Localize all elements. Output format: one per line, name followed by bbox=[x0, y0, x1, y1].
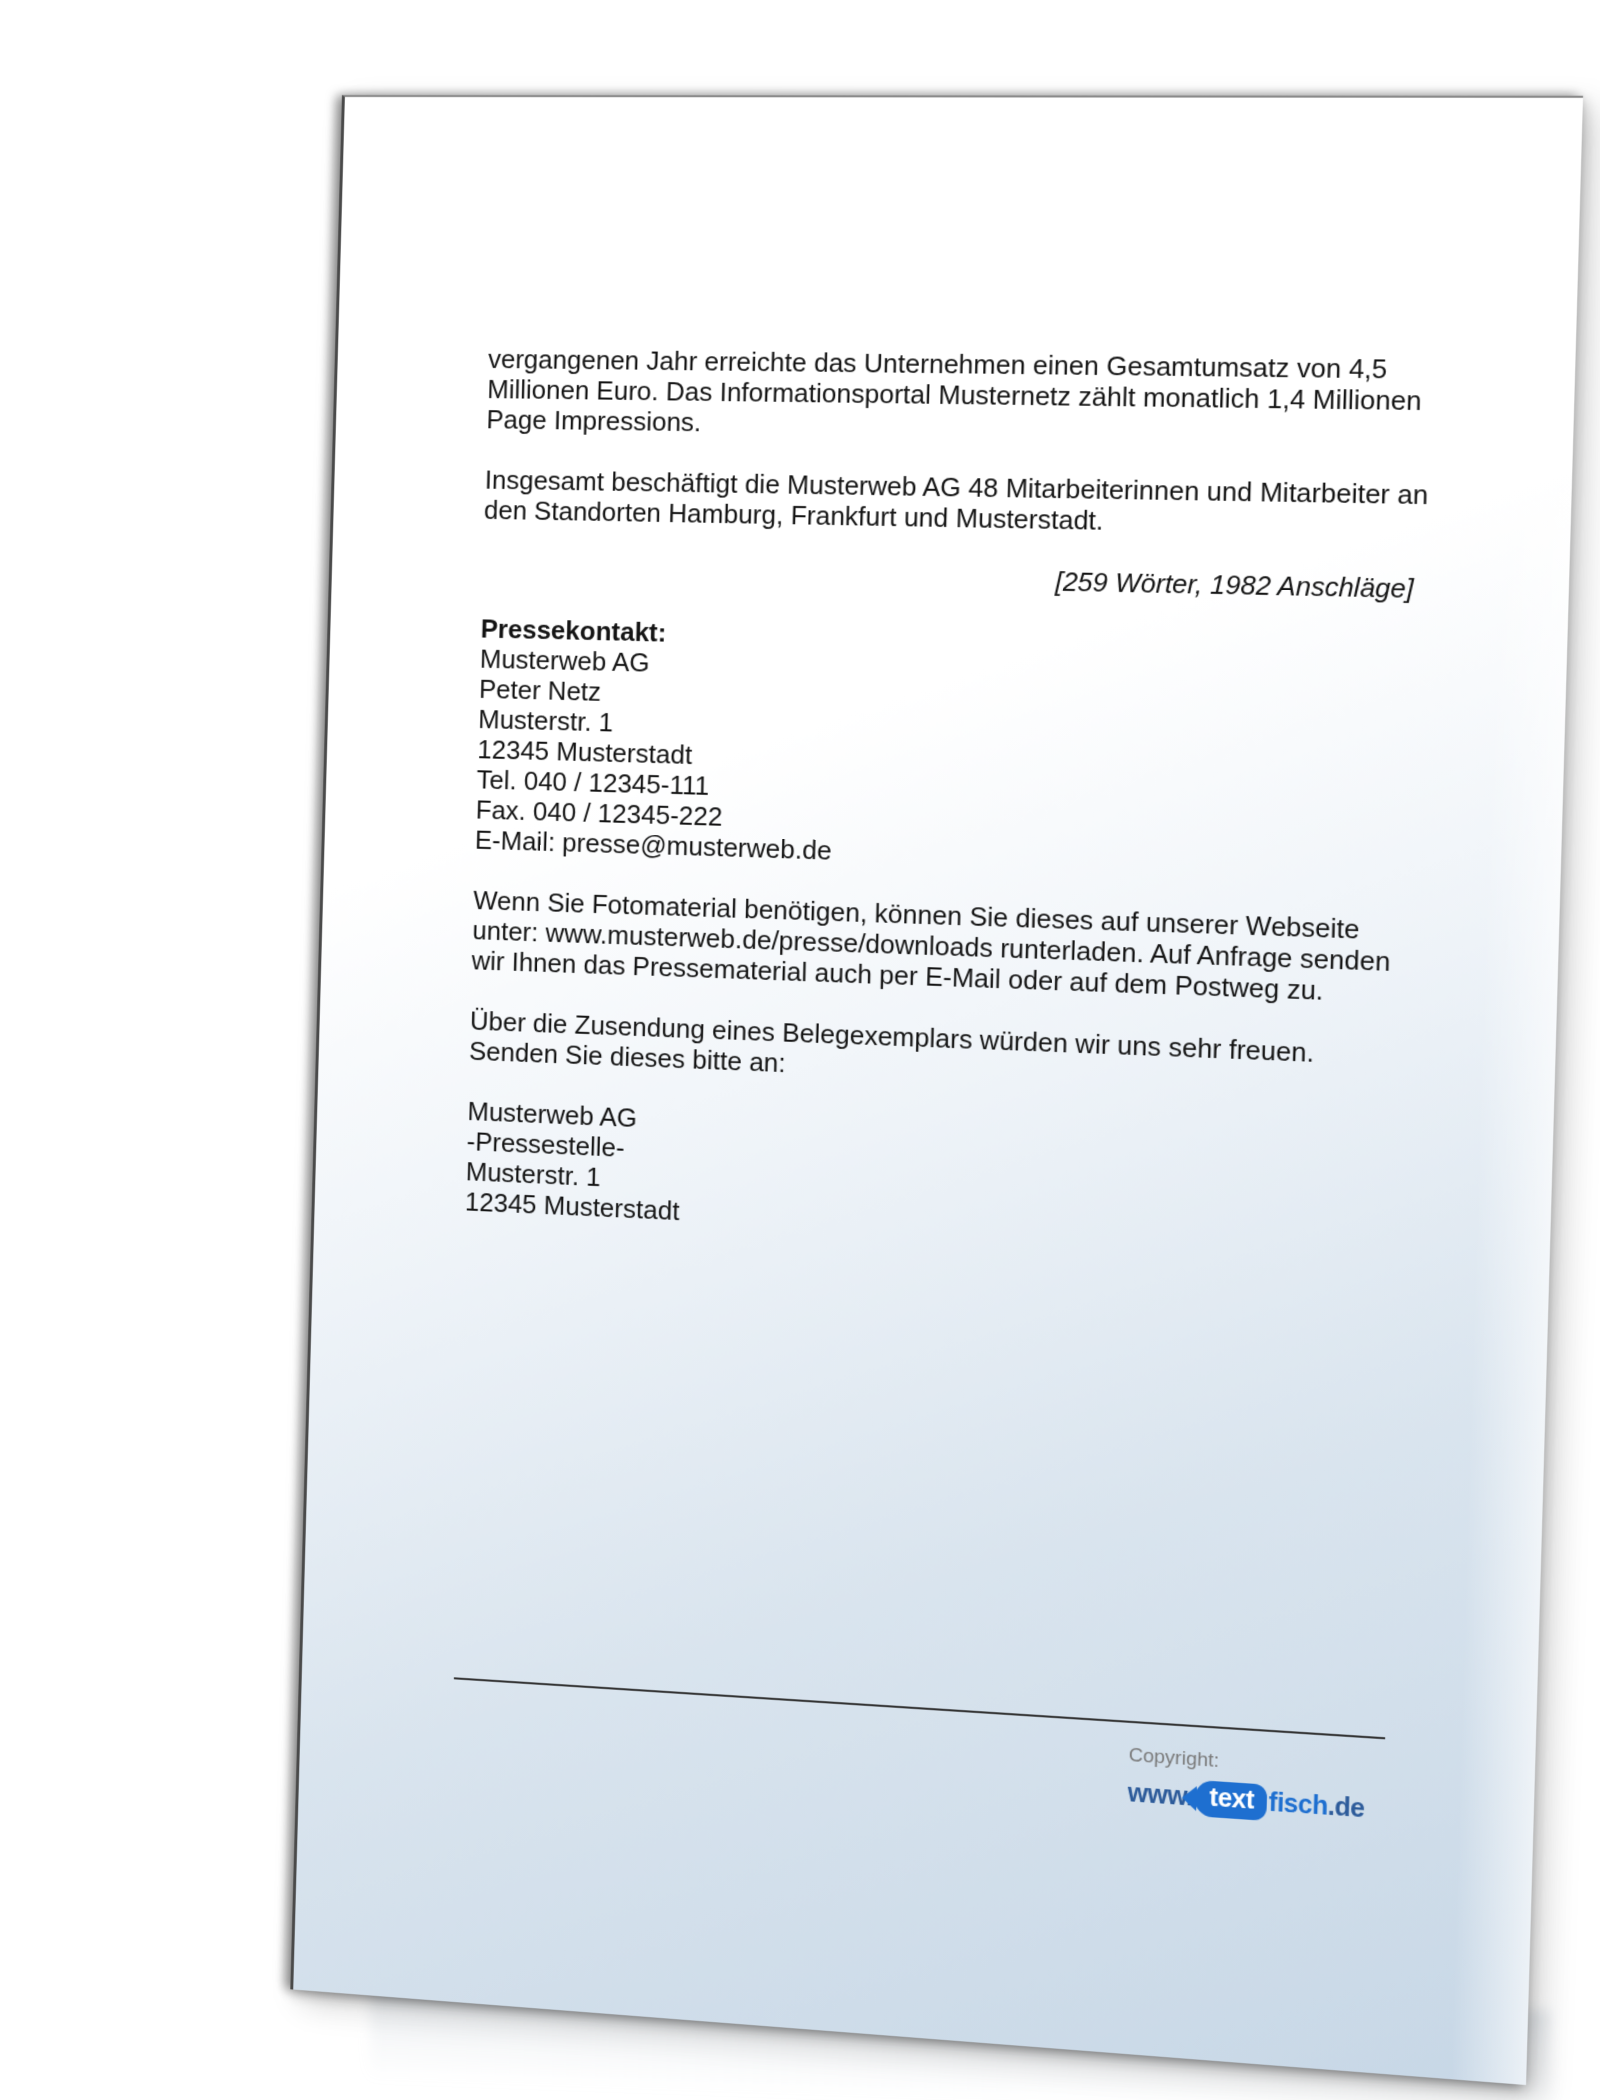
footer-divider bbox=[454, 1677, 1385, 1739]
contact-line: Fax. 040 / 12345-222 bbox=[475, 794, 723, 832]
logo-www: www. bbox=[1127, 1778, 1194, 1812]
paragraph-photos: Wenn Sie Fotomaterial benötigen, können Sie dieses auf unserer Webseite unter: www.musterweb.de/presse/downloads runterladen. Auf Anfrage senden wir Ihnen das Pressematerial auch per E-Mail oder auf dem Postweg zu. bbox=[471, 884, 1391, 1006]
address-line: Musterstr. 1 bbox=[465, 1156, 602, 1193]
address-line: 12345 Musterstadt bbox=[464, 1186, 680, 1227]
press-contact bbox=[475, 613, 1426, 884]
contact-line: Musterstr. 1 bbox=[477, 703, 614, 738]
fish-icon: text bbox=[1194, 1780, 1267, 1821]
logo-wordmark bbox=[1127, 1775, 1365, 1827]
contact-line: Tel. 040 / 12345-111 bbox=[476, 764, 710, 802]
paragraph-specimen-copy: Über die Zusendung eines Belegexemplars würden wir uns sehr freuen. Senden Sie dieses bitte an: bbox=[468, 1005, 1315, 1079]
paragraph-revenue: vergangenen Jahr erreichte das Unternehmen einen Gesamtumsatz von 4,5 Millionen Euro. Das Informationsportal Musternetz zählt monatlich 1,4 Millionen Page Impressions. bbox=[486, 343, 1423, 438]
logo-fisch: fisch bbox=[1268, 1787, 1329, 1821]
contact-line: Peter Netz bbox=[478, 673, 602, 707]
contact-line: 12345 Musterstadt bbox=[477, 734, 693, 771]
word-count: [259 Wörter, 1982 Anschläge] bbox=[1054, 565, 1415, 605]
logo-de: .de bbox=[1327, 1791, 1365, 1824]
address-line: Musterweb AG bbox=[467, 1095, 638, 1134]
document-body bbox=[465, 344, 1433, 1260]
paragraph-staff: Insgesamt beschäftigt die Musterweb AG 48 Mitarbeiterinnen und Mitarbeiter an den Standorten Hamburg, Frankfurt und Musterstadt. bbox=[483, 464, 1429, 536]
document-page bbox=[290, 95, 1583, 2085]
return-address bbox=[465, 1096, 1411, 1260]
address-line: -Pressestelle- bbox=[466, 1125, 626, 1163]
textfisch-logo bbox=[1126, 1745, 1381, 1855]
copyright-label: Copyright: bbox=[1128, 1744, 1220, 1773]
press-contact-heading: Pressekontakt: bbox=[480, 613, 667, 648]
contact-line: Musterweb AG bbox=[479, 643, 651, 678]
contact-line: E-Mail: presse@musterweb.de bbox=[474, 824, 833, 866]
